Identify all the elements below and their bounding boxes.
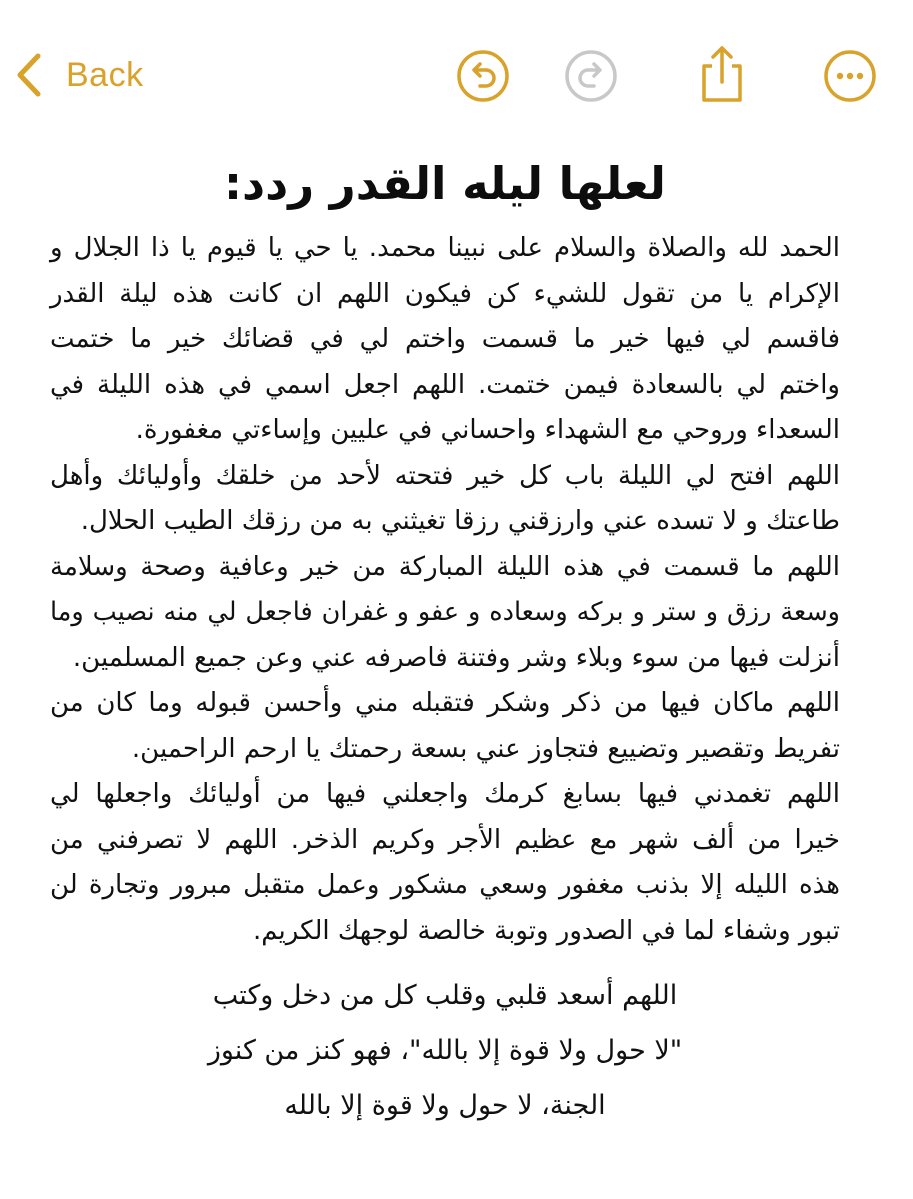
- note-line: وسعة رزق و ستر و بركه وسعاده و عفو و غفران فاجعل لي منه نصيب وما: [50, 597, 840, 627]
- note-line: اللهم ماكان فيها من ذكر وشكر فتقبله مني وأحسن قبوله وما كان من: [50, 688, 840, 718]
- undo-button[interactable]: [455, 48, 511, 104]
- note-line: اللهم افتح لي الليلة باب كل خير فتحته لأحد من خلقك وأوليائك وأهل: [50, 460, 840, 491]
- note-line: السعداء وروحي مع الشهداء واحساني في عليين وإساءتي مغفورة.: [135, 415, 840, 445]
- toolbar: [0, 0, 913, 150]
- note-line: أنزلت فيها من سوء وبلاء وشر وفتنة فاصرفه عني وعن جميع المسلمين.: [72, 642, 840, 673]
- share-icon: [694, 42, 750, 104]
- note-title: لعلها ليله القدر ردد:: [224, 157, 666, 210]
- note-line: خيرا من ألف شهر مع عظيم الأجر وكريم الذخر. اللهم لا تصرفني من: [50, 824, 840, 855]
- note-content[interactable]: [50, 150, 840, 1133]
- note-line: واختم لي بالسعادة فيمن ختمت. اللهم اجعل اسمي في هذه الليلة في: [50, 369, 840, 400]
- more-button[interactable]: [822, 48, 878, 104]
- note-line: فاقسم لي فيها خير ما قسمت واختم لي في قضائك خير ما ختمت: [50, 324, 840, 354]
- note-line: اللهم تغمدني فيها بسابغ كرمك واجعلني فيها من أوليائك واجعلها لي: [50, 779, 840, 809]
- back-button[interactable]: [14, 50, 144, 100]
- note-line: تبور وشفاء لما في الصدور وتوبة خالصة لوجهك الكريم.: [252, 915, 840, 946]
- closing-line: اللهم أسعد قلبي وقلب كل من دخل وكتب: [212, 980, 678, 1011]
- note-line: هذه الليله إلا بذنب مغفور وسعي مشكور وعمل متقبل مبرور وتجارة لن: [50, 870, 840, 900]
- note-line: اللهم ما قسمت في هذه الليلة المباركة من خير وعافية وصحة وسلامة: [50, 551, 840, 582]
- note-line: تفريط وتقصير وتضييع فتجاوز عني بسعة رحمتك يا ارحم الراحمين.: [131, 733, 840, 764]
- note-closing: [50, 968, 840, 1133]
- share-button[interactable]: [694, 42, 750, 104]
- chevron-left-icon: [14, 52, 44, 98]
- note-body: [50, 226, 840, 954]
- note-line: الإكرام يا من تقول للشيء كن فيكون اللهم ان كانت هذه ليلة القدر: [50, 278, 840, 309]
- undo-icon: [455, 48, 511, 104]
- more-icon: [822, 48, 878, 104]
- note-line: الحمد لله والصلاة والسلام على نبينا محمد. يا حي يا قيوم يا ذا الجلال و: [50, 233, 840, 263]
- closing-line: "لا حول ولا قوة إلا بالله"، فهو كنز من كنوز: [207, 1035, 683, 1066]
- note-line: طاعتك و لا تسده عني وارزقني رزقا تغيثني به من رزقك الطيب الحلال.: [80, 506, 840, 536]
- closing-line: الجنة، لا حول ولا قوة إلا بالله: [284, 1090, 606, 1121]
- redo-icon: [563, 48, 619, 104]
- redo-button[interactable]: [563, 48, 619, 104]
- back-label: Back: [66, 55, 144, 94]
